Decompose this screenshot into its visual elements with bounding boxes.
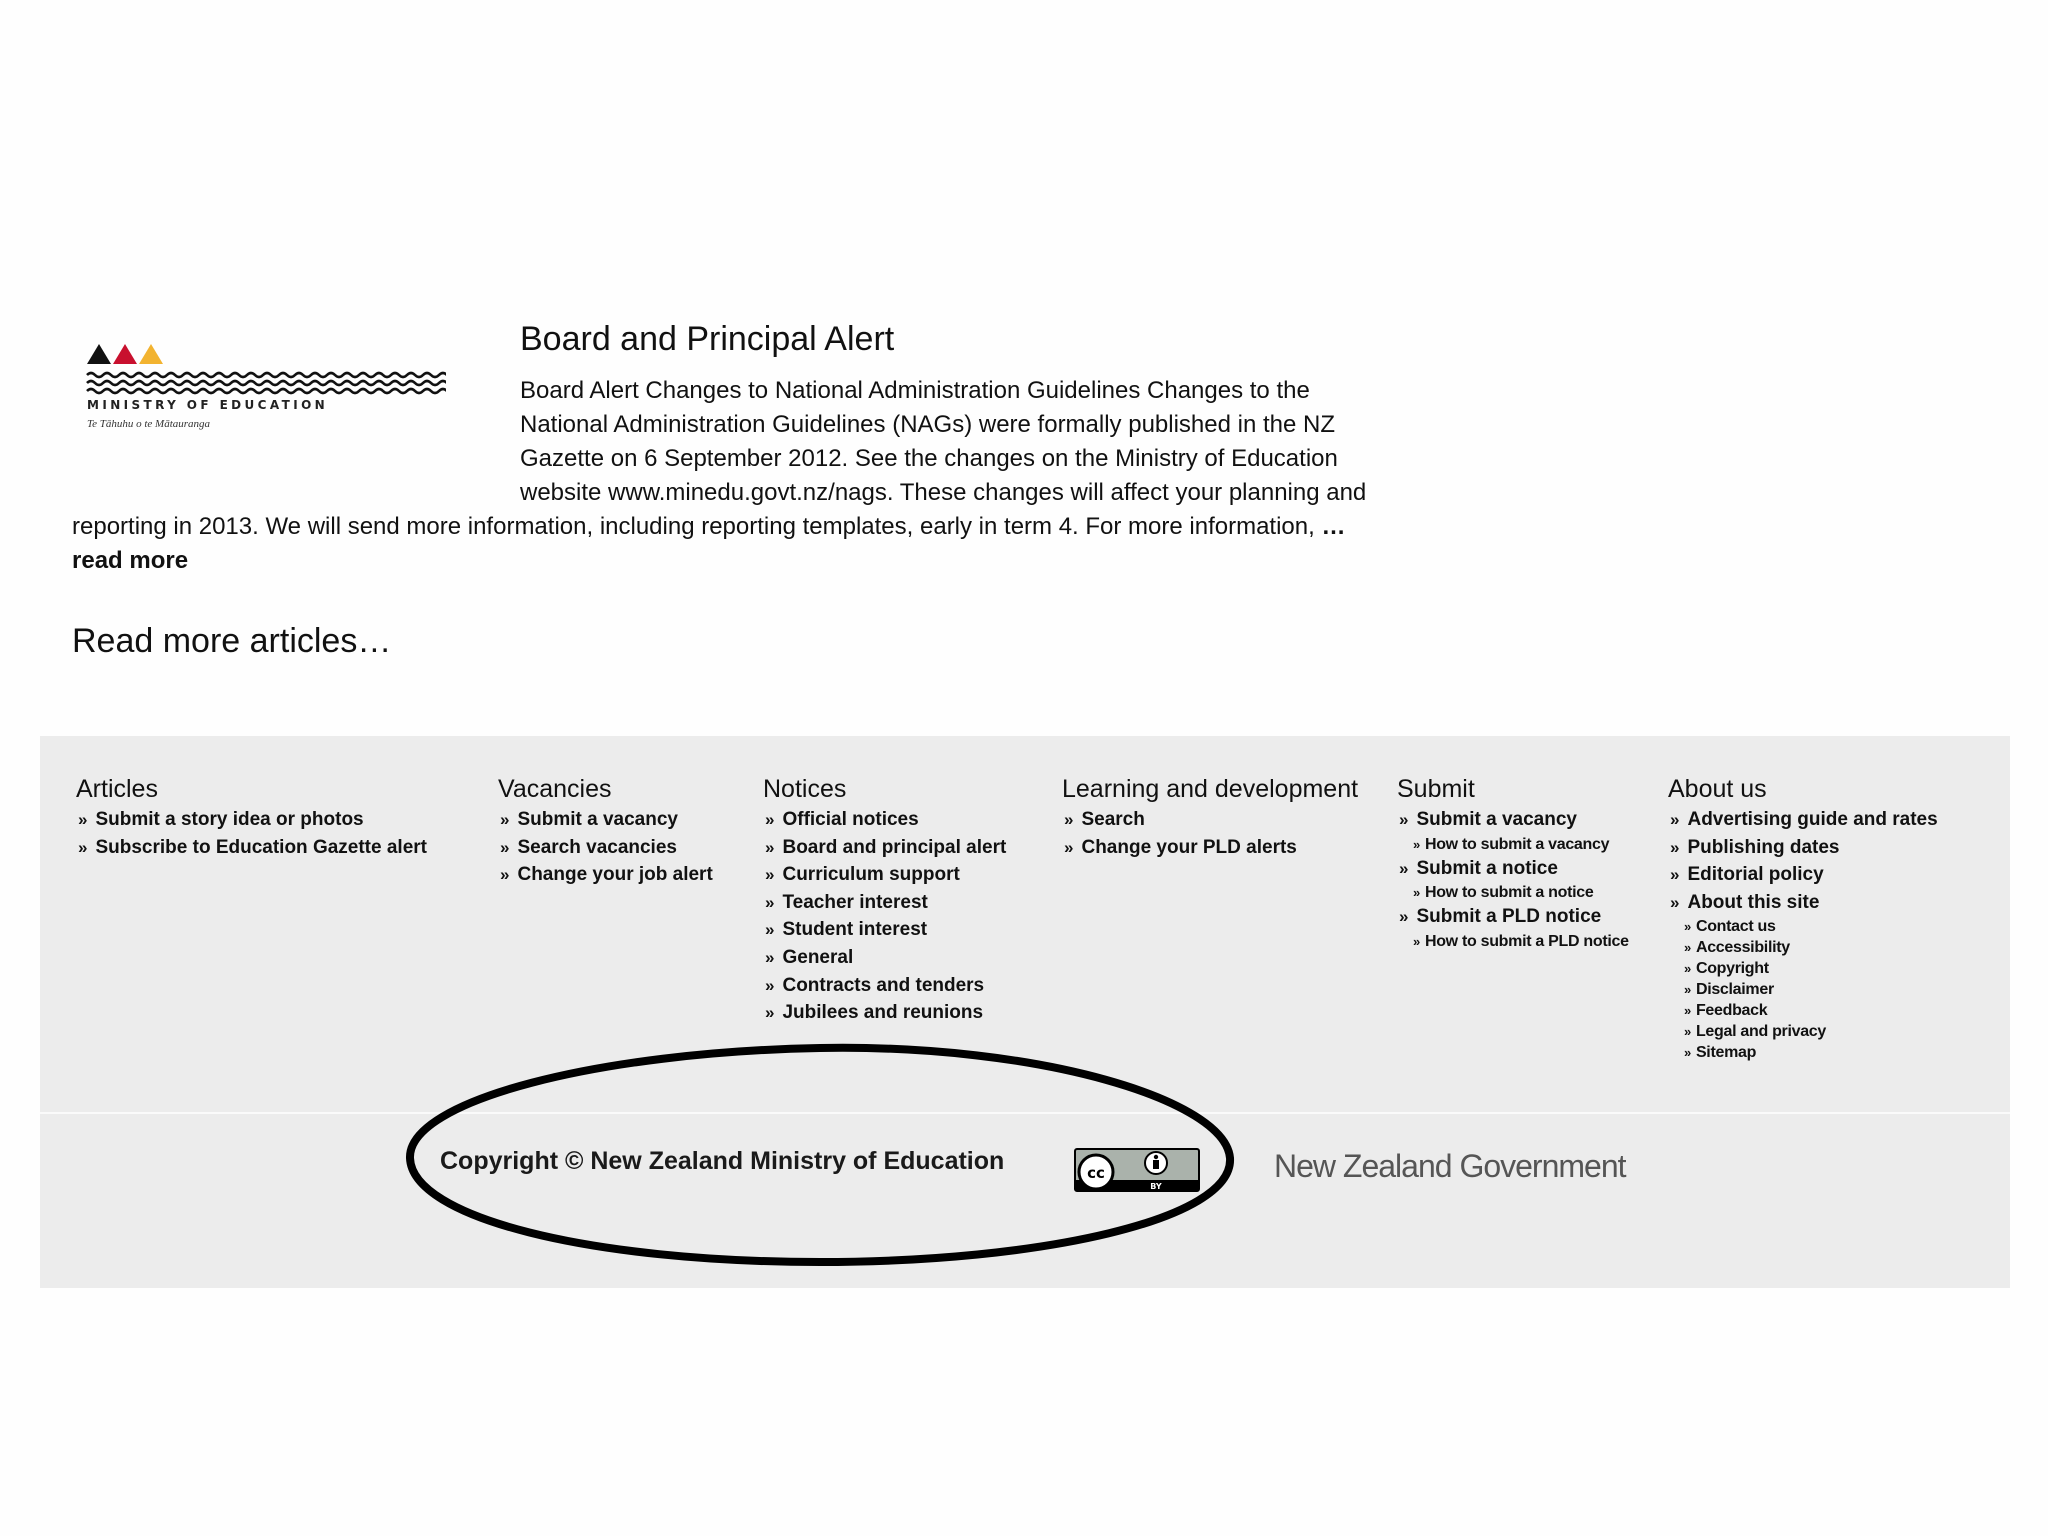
footer-heading-articles[interactable]: Articles xyxy=(76,775,158,803)
footer-link-general[interactable]: » General xyxy=(763,944,1006,972)
footer-link-change-job-alert[interactable]: » Change your job alert xyxy=(498,861,713,889)
footer-heading-submit[interactable]: Submit xyxy=(1397,775,1475,803)
footer-link-submit-pld-notice[interactable]: » Submit a PLD notice xyxy=(1397,903,1629,931)
footer-link-contracts-tenders[interactable]: » Contracts and tenders xyxy=(763,972,1006,1000)
footer-col-articles xyxy=(76,772,427,861)
footer-link-editorial-policy[interactable]: » Editorial policy xyxy=(1668,861,1938,889)
footer-link-submit-notice[interactable]: » Submit a notice xyxy=(1397,855,1629,883)
nz-government-logo[interactable]: New Zealand Government xyxy=(1274,1148,1626,1184)
footer-link-publishing-dates[interactable]: » Publishing dates xyxy=(1668,834,1938,862)
footer-link-pld-search[interactable]: » Search xyxy=(1062,806,1358,834)
footer-heading-notices[interactable]: Notices xyxy=(763,775,847,803)
footer-link-search-vacancies[interactable]: » Search vacancies xyxy=(498,834,713,862)
footer-link-accessibility[interactable]: » Accessibility xyxy=(1668,937,1938,958)
footer-link-submit-story[interactable]: » Submit a story idea or photos xyxy=(76,806,427,834)
cc-badge-cc-text: cc xyxy=(1087,1164,1105,1182)
footer-link-about-site[interactable]: » About this site xyxy=(1668,889,1938,917)
footer-heading-vacancies[interactable]: Vacancies xyxy=(498,775,612,803)
footer-link-teacher-interest[interactable]: » Teacher interest xyxy=(763,889,1006,917)
read-more-link[interactable]: …read more xyxy=(72,513,1346,574)
copyright-notice: Copyright © New Zealand Ministry of Education xyxy=(440,1147,1005,1175)
logo-float-spacer xyxy=(72,374,520,510)
footer-link-sitemap[interactable]: » Sitemap xyxy=(1668,1042,1938,1063)
footer-link-how-submit-pld-notice[interactable]: » How to submit a PLD notice xyxy=(1397,931,1629,952)
footer-link-submit-vacancy[interactable]: » Submit a vacancy xyxy=(498,806,713,834)
footer-col-vacancies xyxy=(498,772,713,889)
logo-org-name: MINISTRY OF EDUCATION xyxy=(87,398,329,412)
footer-link-how-submit-notice[interactable]: » How to submit a notice xyxy=(1397,882,1629,903)
footer-heading-learning[interactable]: Learning and development xyxy=(1062,775,1359,803)
footer-link-how-submit-vacancy[interactable]: » How to submit a vacancy xyxy=(1397,834,1629,855)
cc-badge-by-text: BY xyxy=(1150,1182,1162,1191)
footer-link-legal-privacy[interactable]: » Legal and privacy xyxy=(1668,1021,1938,1042)
annotation-ellipse xyxy=(400,1040,1240,1270)
footer-link-feedback[interactable]: » Feedback xyxy=(1668,1000,1938,1021)
article-body-text: Board Alert Changes to National Administration Guidelines Changes to the National Administration Guidelines (NAGs) were formally published in the NZ Gazette on 6 September 2012. See the changes on the Ministry of Education website www.minedu.govt.nz/nags. These changes will affect your planning and reporting in 2013. We will send more information, including reporting templates, early in term 4. For more information, xyxy=(72,377,1367,540)
footer-link-curriculum-support[interactable]: » Curriculum support xyxy=(763,861,1006,889)
footer-link-change-pld-alerts[interactable]: » Change your PLD alerts xyxy=(1062,834,1358,862)
footer-link-submit-vacancy-2[interactable]: » Submit a vacancy xyxy=(1397,806,1629,834)
footer-link-student-interest[interactable]: » Student interest xyxy=(763,916,1006,944)
read-more-articles-link[interactable]: Read more articles… xyxy=(72,622,392,660)
footer-link-advertising-guide[interactable]: » Advertising guide and rates xyxy=(1668,806,1938,834)
footer-link-disclaimer[interactable]: » Disclaimer xyxy=(1668,979,1938,1000)
footer-link-contact-us[interactable]: » Contact us xyxy=(1668,916,1938,937)
footer-col-submit xyxy=(1397,772,1629,952)
footer-link-copyright[interactable]: » Copyright xyxy=(1668,958,1938,979)
footer-link-board-principal-alert[interactable]: » Board and principal alert xyxy=(763,834,1006,862)
article-title[interactable]: Board and Principal Alert xyxy=(520,320,895,358)
article-body xyxy=(72,374,1392,578)
footer-col-notices xyxy=(763,772,1006,1027)
footer-heading-about[interactable]: About us xyxy=(1668,775,1767,803)
footer-link-jubilees-reunions[interactable]: » Jubilees and reunions xyxy=(763,999,1006,1027)
footer-link-official-notices[interactable]: » Official notices xyxy=(763,806,1006,834)
footer-col-learning xyxy=(1062,772,1358,861)
logo-subtitle: Te Tāhuhu o te Mātauranga xyxy=(87,418,211,430)
footer-link-subscribe-alert[interactable]: » Subscribe to Education Gazette alert xyxy=(76,834,427,862)
footer-col-about xyxy=(1668,772,1938,1063)
